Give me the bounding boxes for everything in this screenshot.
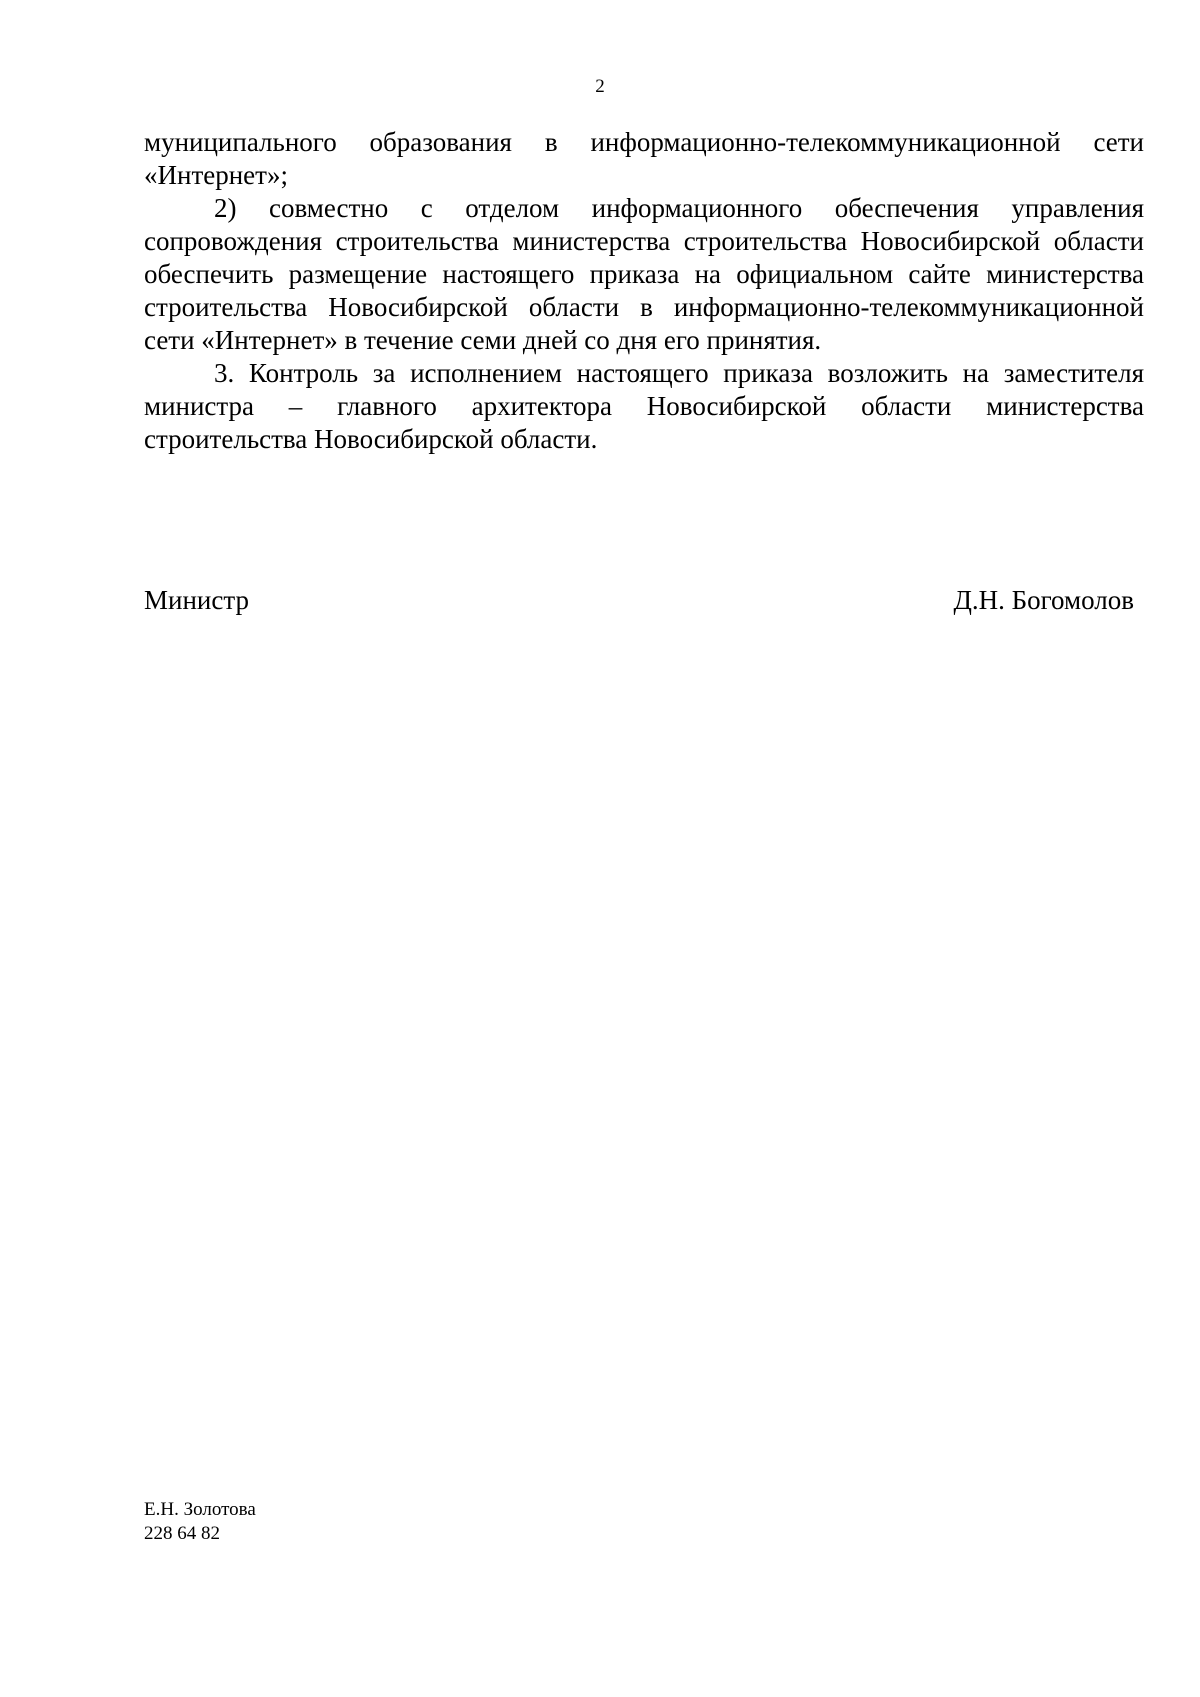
signatory-name: Д.Н. Богомолов (953, 585, 1134, 615)
executor-block (144, 1498, 256, 1546)
document-body (144, 126, 1144, 456)
page-number: 2 (595, 76, 605, 97)
executor-phone: 228 64 82 (144, 1523, 220, 1544)
paragraph-item-2: 2) совместно с отделом информационного обеспечения управления сопровождения строительства министерства строительства Новосибирской области обеспечить размещение настоящего приказа на официальном сайте министерства строительства Новосибирской области в информационно-телекоммуникационной сети «Интернет» в течение семи дней со дня его принятия. (144, 193, 1144, 355)
signatory-position: Министр (144, 585, 249, 615)
executor-name: Е.Н. Золотова (144, 1499, 256, 1520)
paragraph-continuation: муниципального образования в информационно-телекоммуникационной сети «Интернет»; (144, 127, 1144, 190)
paragraph-item-3: 3. Контроль за исполнением настоящего приказа возложить на заместителя министра – главного архитектора Новосибирской области министерства строительства Новосибирской области. (144, 358, 1144, 454)
